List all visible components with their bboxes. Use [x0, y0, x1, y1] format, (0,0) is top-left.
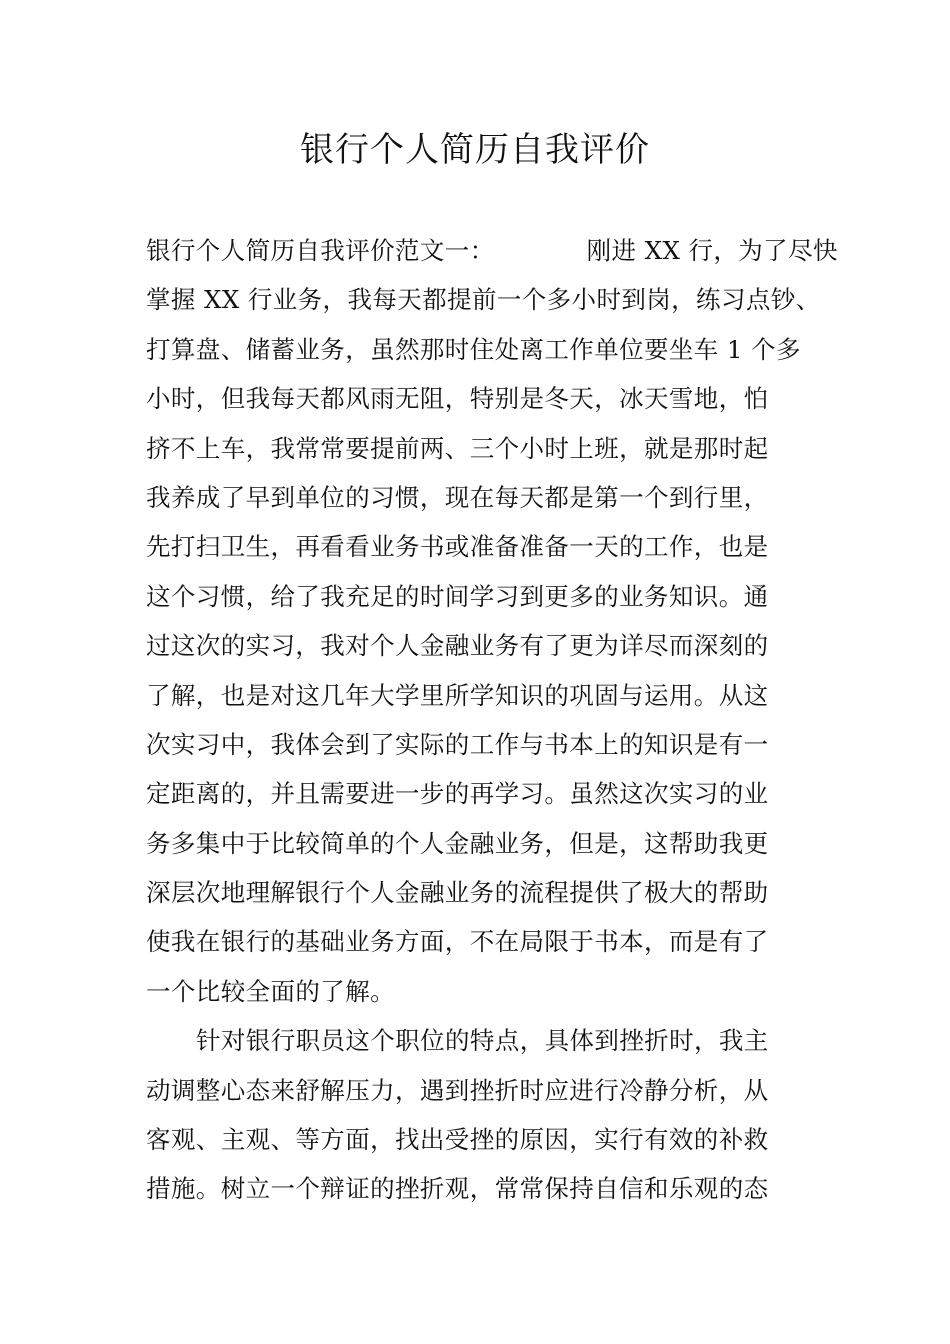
text-line-13: 务多集中于比较简单的个人金融业务，但是，这帮助我更 [146, 828, 769, 858]
text-line-8: 这个习惯，给了我充足的时间学习到更多的业务知识。通 [146, 581, 769, 611]
text-line-15: 使我在银行的基础业务方面，不在局限于书本，而是有了 [146, 927, 769, 957]
text-line-19: 客观、主观、等方面，找出受挫的原因，实行有效的补救 [146, 1125, 769, 1155]
text-line-1 [146, 226, 846, 275]
paragraph-start: 刚进 XX 行，为了尽快 [586, 236, 838, 265]
text-line-2: 掌握 XX 行业务，我每天都提前一个多小时到岗，练习点钞、 [146, 285, 821, 315]
text-line-4: 小时，但我每天都风雨无阻，特别是冬天，冰天雪地，怕 [146, 384, 769, 414]
text-line-12: 定距离的，并且需要进一步的再学习。虽然这次实习的业 [146, 779, 769, 809]
section-label: 银行个人简历自我评价范文一： [146, 236, 495, 265]
text-line-10: 了解，也是对这几年大学里所学知识的巩固与运用。从这 [146, 680, 769, 710]
paragraph-two-start: 针对银行职员这个职位的特点，具体到挫折时，我主 [196, 1026, 769, 1056]
text-line-20: 措施。树立一个辩证的挫折观，常常保持自信和乐观的态 [146, 1174, 769, 1204]
document-title: 银行个人简历自我评价 [300, 130, 650, 170]
text-line-16: 一个比较全面的了解。 [146, 976, 395, 1006]
text-line-3: 打算盘、储蓄业务，虽然那时住处离工作单位要坐车 1 个多 [146, 334, 801, 364]
text-line-11: 次实习中，我体会到了实际的工作与书本上的知识是有一 [146, 729, 769, 759]
text-line-5: 挤不上车，我常常要提前两、三个小时上班，就是那时起 [146, 433, 769, 463]
text-line-9: 过这次的实习，我对个人金融业务有了更为详尽而深刻的 [146, 631, 769, 661]
text-line-6: 我养成了早到单位的习惯，现在每天都是第一个到行里， [146, 482, 769, 512]
document-body [146, 226, 846, 1214]
text-line-17 [146, 1016, 846, 1065]
text-line-18: 动调整心态来舒解压力，遇到挫折时应进行冷静分析，从 [146, 1075, 769, 1105]
text-line-14: 深层次地理解银行个人金融业务的流程提供了极大的帮助 [146, 878, 769, 908]
text-line-7: 先打扫卫生，再看看业务书或准备准备一天的工作，也是 [146, 532, 769, 562]
